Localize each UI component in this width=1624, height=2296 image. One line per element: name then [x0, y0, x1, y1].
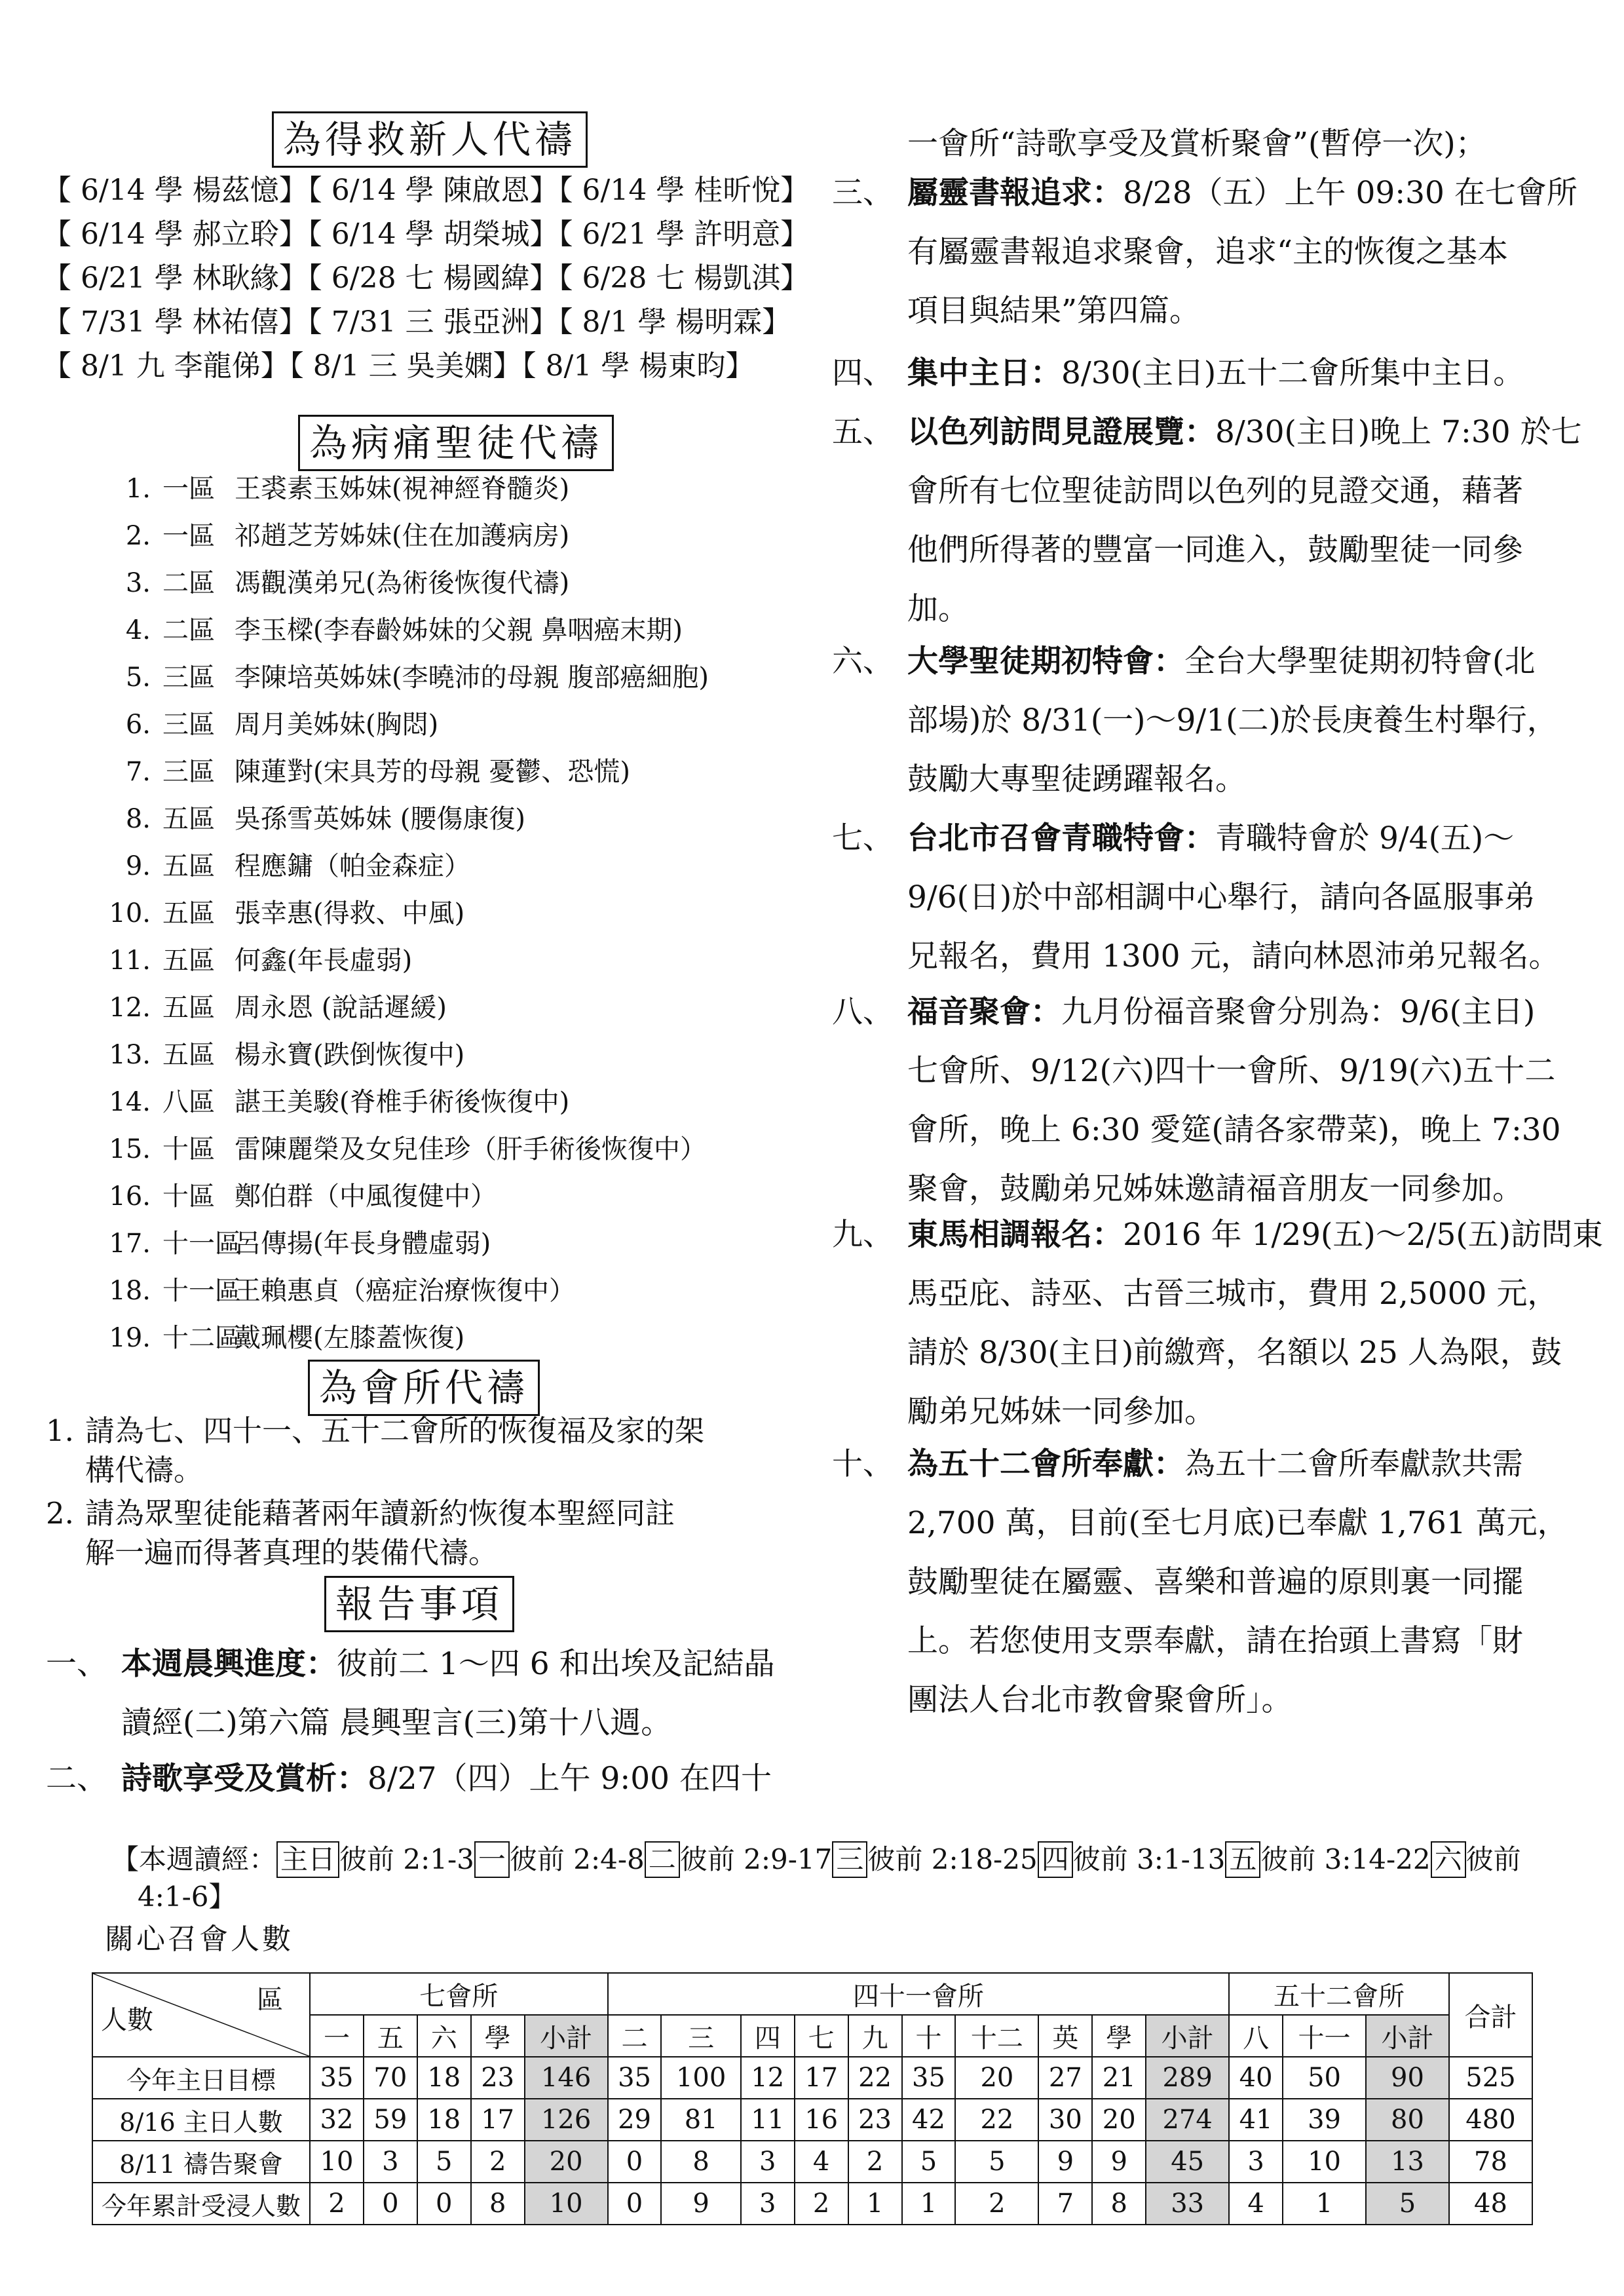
reading-ref: 彼前 3:1-13	[1072, 1843, 1226, 1875]
stats-total-cell: 525	[1449, 2057, 1532, 2099]
hall-header: 七會所	[310, 1973, 608, 2015]
sick-item: 12. 五區 周永恩 (說話遲緩)	[109, 993, 447, 1023]
stats-cell: 23	[471, 2057, 525, 2099]
sick-item: 15. 十區 雷陳麗榮及女兒佳珍（肝手術後恢復中）	[109, 1134, 706, 1164]
sick-item: 16. 十區 鄭伯群（中風復健中）	[109, 1181, 497, 1212]
sick-item: 7. 三區 陳蓮對(宋具芳的母親 憂鬱、恐慌)	[125, 757, 630, 787]
col-header: 十	[902, 2015, 956, 2057]
reading-ref: 彼前 2:18-25	[867, 1843, 1038, 1875]
report-item: 一、 本週晨興進度：彼前二 1～四 6 和出埃及記結晶 讀經(二)第六篇 晨興聖言(三)第十八週。	[46, 1646, 775, 1741]
stats-header-row	[92, 1973, 1532, 2015]
stats-cell: 8	[471, 2183, 525, 2225]
col-header: 小計	[525, 2015, 608, 2057]
stats-cell: 289	[1146, 2057, 1229, 2099]
stats-cell: 81	[661, 2099, 740, 2141]
stats-cell: 2	[471, 2141, 525, 2183]
stats-cell: 13	[1366, 2141, 1449, 2183]
halls-item-cont: 解一遍而得著真理的裝備代禱。	[85, 1535, 499, 1570]
col-header: 小計	[1366, 2015, 1449, 2057]
stats-body	[92, 2057, 1532, 2225]
stats-cell: 4	[795, 2141, 848, 2183]
halls-item-cont: 構代禱。	[85, 1453, 204, 1487]
stats-cell: 22	[848, 2057, 902, 2099]
saved-entry: 【 6/14 學 郝立聆】	[43, 218, 308, 251]
stats-cell: 1	[902, 2183, 956, 2225]
saved-row	[43, 211, 809, 258]
sick-item: 11. 五區 何鑫(年長虛弱)	[109, 946, 413, 976]
saved-row	[43, 343, 754, 390]
sick-item: 18. 十一區王賴惠貞（癌症治療恢復中）	[109, 1276, 575, 1306]
col-header: 五	[364, 2015, 417, 2057]
col-header: 八	[1229, 2015, 1283, 2057]
saved-entry: 【 8/1 學 楊明霖】	[558, 305, 791, 339]
saved-entry: 【 7/31 三 張亞洲】	[307, 305, 559, 339]
reading-day: 主日	[276, 1841, 339, 1878]
stats-cell: 8	[1092, 2183, 1146, 2225]
stats-cell: 2	[310, 2183, 364, 2225]
saved-entry: 【 6/28 七 楊國緯】	[307, 261, 559, 295]
stats-row	[92, 2099, 1532, 2141]
stats-cell: 0	[364, 2183, 417, 2225]
report-title: 報告事項	[324, 1576, 514, 1632]
sick-item: 6. 三區 周月美姊妹(胸悶)	[125, 710, 439, 740]
stats-cell: 9	[1038, 2141, 1092, 2183]
stats-cell: 20	[955, 2057, 1038, 2099]
reading-day: 六	[1431, 1841, 1466, 1878]
stats-cell: 33	[1146, 2183, 1229, 2225]
saved-entry: 【 8/1 九 李龍俤】	[43, 349, 290, 383]
stats-total-cell: 78	[1449, 2141, 1532, 2183]
stats-cell: 1	[848, 2183, 902, 2225]
stats-cell: 3	[741, 2183, 795, 2225]
stats-cell: 3	[741, 2141, 795, 2183]
stats-cell: 0	[608, 2141, 662, 2183]
sick-item: 9. 五區 程應鏞（帕金森症）	[125, 851, 470, 881]
stats-table	[92, 1972, 1533, 2225]
stats-cell: 8	[661, 2141, 740, 2183]
sick-item: 17. 十一區呂傳揚(年長身體虛弱)	[109, 1229, 491, 1259]
stats-row	[92, 2141, 1532, 2183]
col-header: 英	[1038, 2015, 1092, 2057]
stats-cell: 0	[608, 2183, 662, 2225]
reading-ref: 彼前 2:4-8	[509, 1843, 645, 1875]
reading-ref: 彼前 2:1-3	[339, 1843, 474, 1875]
stats-cell: 35	[310, 2057, 364, 2099]
stats-row	[92, 2183, 1532, 2225]
stats-cell: 4	[1229, 2183, 1283, 2225]
stats-cell: 146	[525, 2057, 608, 2099]
stats-cell: 5	[417, 2141, 471, 2183]
stats-cell: 10	[310, 2141, 364, 2183]
stats-cell: 39	[1283, 2099, 1366, 2141]
stats-corner: 區 人數	[92, 1973, 310, 2057]
stats-cell: 35	[902, 2057, 956, 2099]
stats-cell: 18	[417, 2057, 471, 2099]
stats-cell: 32	[310, 2099, 364, 2141]
stats-cell: 20	[1092, 2099, 1146, 2141]
reading-ref: 彼前	[1465, 1843, 1521, 1875]
sick-item: 2. 一區 祁趙芝芳姊妹(住在加護病房)	[125, 521, 570, 551]
col-header: 三	[661, 2015, 740, 2057]
stats-title: 關心召會人數	[105, 1923, 293, 1956]
col-header: 一	[310, 2015, 364, 2057]
saved-entry: 【 6/21 學 許明意】	[558, 218, 810, 251]
stats-row	[92, 2057, 1532, 2099]
stats-cell: 59	[364, 2099, 417, 2141]
row-label: 今年主日目標	[92, 2057, 310, 2099]
saved-row	[43, 167, 809, 214]
saved-row	[43, 255, 809, 302]
col-header: 學	[471, 2015, 525, 2057]
saved-row	[43, 299, 791, 346]
stats-cell: 22	[955, 2099, 1038, 2141]
stats-cell: 1	[1283, 2183, 1366, 2225]
stats-cell: 41	[1229, 2099, 1283, 2141]
reading-day: 五	[1225, 1841, 1260, 1878]
stats-cell: 2	[848, 2141, 902, 2183]
sick-item: 8. 五區 吳孫雪英姊妹 (腰傷康復)	[125, 804, 525, 834]
reading-tail: 4:1-6】	[138, 1881, 236, 1913]
stats-cell: 27	[1038, 2057, 1092, 2099]
col-header: 六	[417, 2015, 471, 2057]
reading-day: 一	[474, 1841, 510, 1878]
col-header: 十一	[1283, 2015, 1366, 2057]
halls-item: 2. 請為眾聖徒能藉著兩年讀新約恢復本聖經同註	[46, 1496, 675, 1531]
halls-title: 為會所代禱	[308, 1360, 540, 1416]
stats-cell: 20	[525, 2141, 608, 2183]
stats-cell: 10	[1283, 2141, 1366, 2183]
stats-cell: 11	[741, 2099, 795, 2141]
stats-cell: 50	[1283, 2057, 1366, 2099]
sick-item: 19. 十二區戴珮櫻(左膝蓋恢復)	[109, 1323, 465, 1353]
stats-cell: 29	[608, 2099, 662, 2141]
saved-entry: 【 6/28 七 楊凱淇】	[558, 261, 810, 295]
stats-cell: 40	[1229, 2057, 1283, 2099]
sick-item: 1. 一區 王裘素玉姊妹(視神經脊髓炎)	[125, 474, 570, 504]
hall-header: 四十一會所	[608, 1973, 1230, 2015]
saved-entry: 【 6/14 學 楊茲憶】	[43, 174, 308, 207]
report-item-continuation: 一會所“詩歌享受及賞析聚會”(暫停一次)；	[907, 126, 1486, 162]
saved-entry: 【 6/14 學 陳啟恩】	[307, 174, 559, 207]
sick-title: 為病痛聖徒代禱	[298, 415, 614, 471]
reading-day: 四	[1038, 1841, 1073, 1878]
report-item: 二、 詩歌享受及賞析：8/27（四）上午 9:00 在四十	[46, 1761, 772, 1797]
reading-ref: 彼前 3:14-22	[1260, 1843, 1431, 1875]
sick-item: 4. 二區 李玉樑(李春齡姊妹的父親 鼻咽癌末期)	[125, 615, 683, 645]
stats-cell: 16	[795, 2099, 848, 2141]
stats-cell: 3	[1229, 2141, 1283, 2183]
reading-day: 三	[832, 1841, 867, 1878]
col-header: 七	[795, 2015, 848, 2057]
total-header: 合計	[1449, 1973, 1532, 2057]
stats-cell: 9	[661, 2183, 740, 2225]
saved-entry: 【 8/1 三 吳美嫻】	[289, 349, 522, 383]
stats-cell: 12	[741, 2057, 795, 2099]
reading-schedule	[111, 1840, 1521, 1879]
saved-entry: 【 7/31 學 林祐僖】	[43, 305, 308, 339]
saved-entry: 【 6/21 學 林耿緣】	[43, 261, 308, 295]
row-label: 今年累計受浸人數	[92, 2183, 310, 2225]
reading-day: 二	[645, 1841, 680, 1878]
sick-item: 10. 五區 張幸惠(得救、中風)	[109, 898, 465, 928]
stats-cell: 100	[661, 2057, 740, 2099]
reading-ref: 彼前 2:9-17	[679, 1843, 833, 1875]
sick-item: 5. 三區 李陳培英姊妹(李曉沛的母親 腹部癌細胞)	[125, 662, 709, 693]
sick-item: 3. 二區 馮觀漢弟兄(為術後恢復代禱)	[125, 568, 570, 598]
stats-cell: 7	[1038, 2183, 1092, 2225]
col-header: 四	[741, 2015, 795, 2057]
stats-cell: 80	[1366, 2099, 1449, 2141]
row-label: 8/16 主日人數	[92, 2099, 310, 2141]
stats-total-cell: 48	[1449, 2183, 1532, 2225]
stats-cell: 90	[1366, 2057, 1449, 2099]
stats-cell: 2	[795, 2183, 848, 2225]
stats-cell: 5	[902, 2141, 956, 2183]
saved-entry: 【 6/14 學 桂昕悅】	[558, 174, 810, 207]
sick-item: 13. 五區 楊永寶(跌倒恢復中)	[109, 1040, 465, 1070]
stats-cell: 5	[955, 2141, 1038, 2183]
reading-prefix: 【本週讀經：	[111, 1843, 277, 1875]
col-header: 小計	[1146, 2015, 1229, 2057]
stats-cell: 42	[902, 2099, 956, 2141]
stats-cell: 2	[955, 2183, 1038, 2225]
stats-cell: 274	[1146, 2099, 1229, 2141]
col-header: 二	[608, 2015, 662, 2057]
stats-cell: 10	[525, 2183, 608, 2225]
stats-cell: 23	[848, 2099, 902, 2141]
stats-total-cell: 480	[1449, 2099, 1532, 2141]
stats-cell: 45	[1146, 2141, 1229, 2183]
stats-cell: 18	[417, 2099, 471, 2141]
saved-entry: 【 8/1 學 楊東昀】	[521, 349, 755, 383]
stats-cell: 17	[795, 2057, 848, 2099]
col-header: 十二	[955, 2015, 1038, 2057]
stats-cell: 3	[364, 2141, 417, 2183]
stats-cell: 21	[1092, 2057, 1146, 2099]
col-header: 學	[1092, 2015, 1146, 2057]
halls-item: 1. 請為七、四十一、五十二會所的恢復福及家的架	[46, 1413, 705, 1448]
stats-cell: 35	[608, 2057, 662, 2099]
stats-cell: 0	[417, 2183, 471, 2225]
stats-cell: 70	[364, 2057, 417, 2099]
stats-cell: 17	[471, 2099, 525, 2141]
stats-cell: 126	[525, 2099, 608, 2141]
saved-title: 為得救新人代禱	[272, 111, 588, 168]
stats-cell: 30	[1038, 2099, 1092, 2141]
hall-header: 五十二會所	[1229, 1973, 1449, 2015]
col-header: 九	[848, 2015, 902, 2057]
stats-cell: 9	[1092, 2141, 1146, 2183]
saved-entry: 【 6/14 學 胡榮城】	[307, 218, 559, 251]
stats-cell: 5	[1366, 2183, 1449, 2225]
row-label: 8/11 禱告聚會	[92, 2141, 310, 2183]
sick-item: 14. 八區 諶王美駿(脊椎手術後恢復中)	[109, 1087, 570, 1117]
